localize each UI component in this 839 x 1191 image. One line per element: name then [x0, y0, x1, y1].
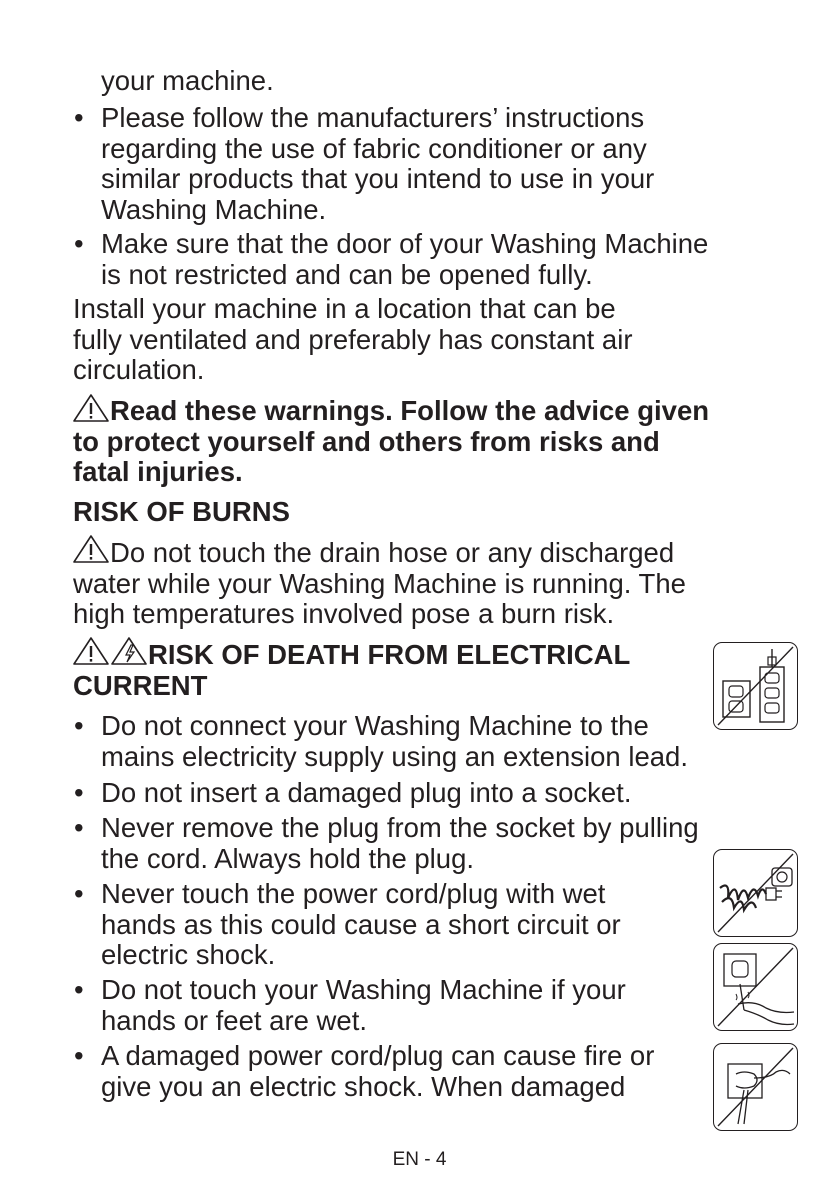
continuation-line: your machine. — [101, 65, 274, 96]
warning-intro: fatal injuries. — [73, 456, 243, 487]
install-paragraph: Install your machine in a location that can be — [73, 293, 616, 324]
burns-paragraph: high temperatures involved pose a burn risk. — [73, 598, 615, 629]
electric-hazard-icon — [72, 636, 148, 666]
bullet-marker: • — [74, 812, 84, 843]
wet-hand-plug-pictogram — [713, 943, 798, 1031]
bullet-text: Make sure that the door of your Washing Machine — [101, 228, 709, 259]
bullet-text: similar products that you intend to use in your — [101, 163, 655, 194]
bullet-text: electric shock. — [101, 939, 276, 970]
bullet-text: Please follow the manufacturers’ instructions — [101, 102, 645, 133]
install-paragraph: fully ventilated and preferably has constant air — [73, 323, 633, 355]
bullet-text: Never touch the power cord/plug with wet — [101, 878, 606, 909]
electric-heading: RISK OF DEATH FROM ELECTRICAL — [148, 639, 631, 670]
burns-heading: RISK OF BURNS — [73, 496, 290, 527]
install-paragraph: circulation. — [73, 354, 205, 385]
bullet-text: Do not connect your Washing Machine to the — [101, 710, 649, 741]
no-extension-lead-pictogram — [713, 642, 798, 730]
page-number: EN - 4 — [392, 1149, 447, 1170]
bullet-text: regarding the use of fabric conditioner or any — [101, 132, 647, 164]
warning-triangle-icon — [72, 534, 110, 564]
bullet-text: Do not touch your Washing Machine if your — [101, 974, 626, 1005]
bullet-marker: • — [74, 777, 84, 808]
bullet-text: is not restricted and can be opened fully. — [101, 258, 593, 290]
bullet-marker: • — [74, 710, 84, 741]
bullet-marker: • — [74, 102, 84, 133]
burns-paragraph: Do not touch the drain hose or any discharged — [110, 537, 675, 568]
warning-intro: Read these warnings. Follow the advice given — [110, 395, 710, 426]
bullet-text: give you an electric shock. When damaged — [101, 1070, 626, 1102]
bullet-text: Do not insert a damaged plug into a socket. — [101, 777, 632, 808]
bullet-text: hands as this could cause a short circuit or — [101, 908, 621, 940]
warning-triangle-icon — [72, 393, 110, 423]
bullet-marker: • — [74, 878, 84, 909]
bullet-text: A damaged power cord/plug can cause fire or — [101, 1040, 655, 1071]
damaged-cord-pictogram — [713, 849, 798, 937]
bullet-text: hands or feet are wet. — [101, 1004, 367, 1036]
warning-intro: to protect yourself and others from risks and — [73, 425, 660, 457]
electric-heading: CURRENT — [73, 669, 208, 701]
burns-paragraph: water while your Washing Machine is running. The — [73, 567, 686, 599]
bullet-marker: • — [74, 974, 84, 1005]
bullet-marker: • — [74, 228, 84, 259]
bullet-text: Never remove the plug from the socket by pulling — [101, 812, 699, 843]
bullet-text: Washing Machine. — [101, 193, 327, 225]
pull-cord-pictogram — [713, 1043, 798, 1131]
bullet-text: mains electricity supply using an extension lead. — [101, 740, 688, 772]
bullet-marker: • — [74, 1040, 84, 1071]
bullet-text: the cord. Always hold the plug. — [101, 842, 475, 874]
